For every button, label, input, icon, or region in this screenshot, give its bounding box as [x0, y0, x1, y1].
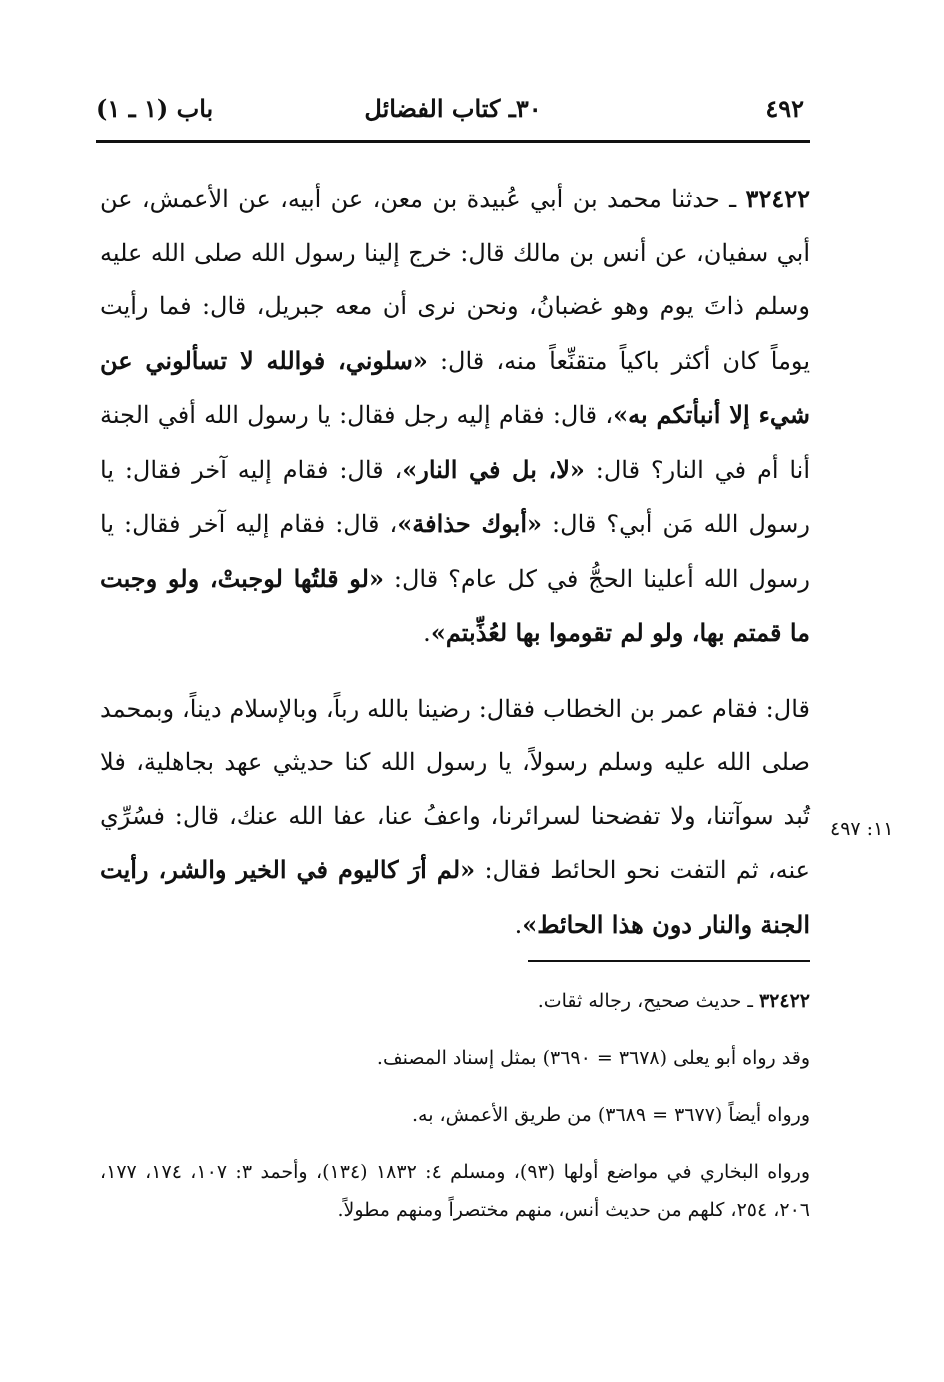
margin-reference: ١١: ٤٩٧ [830, 818, 894, 840]
footnotes [100, 982, 810, 1229]
narration-text: . [514, 910, 523, 939]
prophet-speech: «سلوني، فوالله لا تسألوني عن شيء إلا أنبأتكم به» [100, 345, 810, 429]
prophet-speech: «لو قلتُها لوجبتْ، ولو وجبت ما قمتم بها، ولو لم تقوموا بها لعُذِّبتم» [100, 563, 810, 647]
hadith-paragraph-1-text [100, 185, 810, 647]
book-title: ٣٠ـ كتاب الفضائل [364, 94, 542, 123]
footnote-divider [528, 960, 810, 962]
footnote-1 [100, 982, 810, 1020]
prophet-speech: «لم أرَ كاليوم في الخير والشر، رأيت الجنة والنار دون هذا الحائط» [100, 855, 810, 939]
narration-text: . [423, 619, 431, 647]
footnote-1-text: ـ حديث صحيح، رجاله ثقات. [537, 990, 759, 1012]
page-number: ٤٩٢ [765, 94, 804, 123]
footnote-4: ورواه البخاري في مواضع أولها (٩٣)، ومسلم ٤: ١٨٣٢ (١٣٤)، وأحمد ٣: ١٠٧، ١٧٤، ١٧٧، ٢٠٦، ٢٥٤، كلهم من حديث أنس، منهم مختصراً ومنهم مطولاً. [100, 1161, 810, 1221]
hadith-paragraph-1 [100, 172, 810, 661]
narration-text: ـ حدثنا محمد بن أبي عُبيدة بن معن، عن أبيه، عن الأعمش، عن أبي سفيان، عن أنس بن مالك قال: خرج إلينا رسول الله صلى الله عليه وسلم ذاتَ يوم وهو غضبانُ، ونحن نرى أن معه جبريل، قال: فما رأيت يوماً كان أكثر باكياً متقنِّعاً منه، قال: [100, 185, 811, 375]
chapter-label: باب (١ ـ ١) [96, 94, 214, 123]
hadith-paragraph-2 [100, 683, 810, 953]
narration-text: قال: فقام عمر بن الخطاب فقال: رضينا بالله رباً، وبالإسلام ديناً، وبمحمد صلى الله عليه وسلم رسولاً، يا رسول الله كنا حديثي عهد بجاهلية، فلا تُبد سوآتنا، ولا تفضحنا لسرائرنا، واعفُ عنا، عفا الله عنك، قال: فسُرِّي عنه، ثم التفت نحو الحائط فقال: [100, 694, 810, 884]
footnote-number: ٣٢٤٢٢ [758, 990, 810, 1012]
narration-text: ، قال: فقام إليه آخر فقال: يا رسول الله مَن أبي؟ قال: [100, 455, 811, 538]
header-divider [96, 140, 810, 143]
footnote-2: وقد رواه أبو يعلى (٣٦٧٨ = ٣٦٩٠) بمثل إسناد المصنف. [376, 1047, 810, 1069]
narration-text: ، قال: فقام إليه رجل فقال: يا رسول الله أفي الجنة أنا أم في النار؟ قال: [100, 401, 810, 484]
hadith-body [100, 172, 810, 952]
narration-text: ، قال: فقام إليه آخر فقال: يا رسول الله أعلينا الحجُّ في كل عام؟ قال: [100, 510, 810, 593]
prophet-speech: «لا، بل في النار» [402, 454, 585, 484]
page-header [96, 92, 810, 136]
prophet-speech: «أبوك حذافة» [397, 509, 543, 538]
hadith-number: ٣٢٤٢٢ [745, 184, 810, 213]
footnote-3: ورواه أيضاً (٣٦٧٧ = ٣٦٨٩) من طريق الأعمش، به. [411, 1104, 810, 1126]
